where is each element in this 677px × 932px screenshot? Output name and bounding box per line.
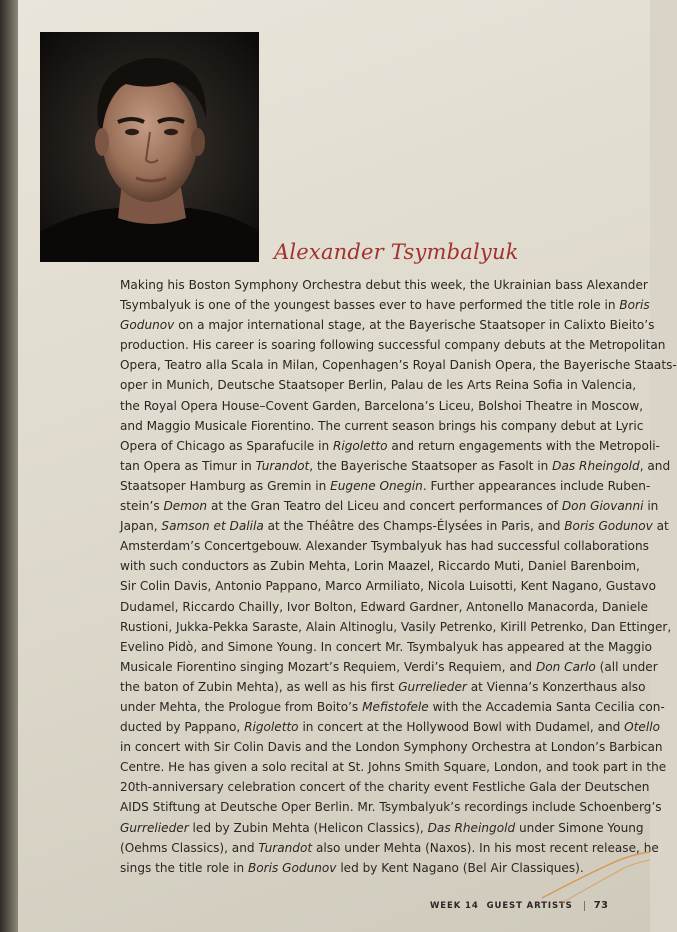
bio-text: Dudamel, Riccardo Chailly, Ivor Bolton, Edward Gardner, Antonello Manacorda, Daniele (120, 599, 648, 614)
bio-line (120, 576, 656, 596)
artist-biography (120, 275, 677, 878)
bio-italic-title: Rigoletto (244, 720, 299, 735)
bio-text: ducted by Pappano, (120, 720, 245, 735)
portrait-photo-icon (40, 32, 259, 262)
bio-text: Japan, (120, 519, 162, 534)
bio-italic-title: Otello (624, 720, 660, 735)
bio-text: AIDS Stiftung at Deutsche Oper Berlin. Mr. Tsymbalyuk’s recordings include Schoenberg’s (120, 800, 662, 815)
bio-line (120, 456, 671, 476)
footer-week: WEEK 14 (430, 901, 479, 911)
bio-line (120, 416, 644, 436)
bio-text: with the Accademia Santa Cecilia con- (428, 699, 665, 714)
bio-line (120, 335, 666, 355)
bio-italic-title: Eugene Onegin (330, 478, 423, 493)
bio-line (120, 777, 650, 797)
artist-name-heading: Alexander Tsymbalyuk (274, 240, 519, 264)
bio-text: at Vienna’s Konzerthaus also (466, 679, 646, 694)
bio-line (120, 757, 667, 777)
decorative-swoosh-icon (540, 838, 650, 908)
bio-italic-title: Don Carlo (535, 659, 596, 674)
program-page (18, 0, 677, 932)
bio-italic-title: Godunov (120, 318, 175, 333)
bio-line (120, 295, 650, 315)
bio-line (120, 617, 672, 637)
bio-line (120, 597, 648, 617)
bio-italic-title: Don Giovanni (561, 499, 644, 514)
bio-text: tan Opera as Timur in (120, 458, 256, 473)
bio-italic-title: Boris (619, 298, 650, 313)
bio-text: the Royal Opera House–Covent Garden, Barcelona’s Liceu, Bolshoi Theatre in Moscow, (120, 398, 644, 413)
bio-text: at the Gran Teatro del Liceu and concert performances of (207, 499, 562, 514)
bio-text: Staatsoper Hamburg as Gremin in (120, 478, 331, 493)
bio-text: (Oehms Classics), and (120, 840, 259, 855)
bio-italic-title: Gurrelieder (398, 679, 467, 694)
bio-line (120, 657, 658, 677)
bio-text: oper in Munich, Deutsche Staatsoper Berlin, Palau de les Arts Reina Sofia in Valencia, (120, 378, 637, 393)
bio-line (120, 737, 663, 757)
bio-text: and return engagements with the Metropoli- (387, 438, 660, 453)
bio-text: Rustioni, Jukka-Pekka Saraste, Alain Altinoglu, Vasily Petrenko, Kirill Petrenko, Dan Ettinger, (120, 619, 672, 634)
footer-section: GUEST ARTISTS (486, 901, 573, 911)
bio-text: at the Théâtre des Champs-Élysées in Paris, and (263, 519, 565, 534)
bio-text: in concert at the Hollywood Bowl with Dudamel, and (298, 720, 625, 735)
bio-line (120, 536, 649, 556)
bio-text: Opera, Teatro alla Scala in Milan, Copenhagen’s Royal Danish Opera, the Bayerische Staats- (120, 358, 677, 373)
bio-line (120, 717, 660, 737)
bio-line (120, 275, 648, 295)
bio-italic-title: Samson et Dalila (161, 519, 264, 534)
bio-text: led by Zubin Mehta (Helicon Classics), (188, 820, 428, 835)
bio-text: Tsymbalyuk is one of the youngest basses ever to have performed the title role in (120, 298, 620, 313)
artist-portrait-photo (40, 32, 259, 262)
bio-text: with such conductors as Zubin Mehta, Lorin Maazel, Riccardo Muti, Daniel Barenboim, (120, 559, 640, 574)
bio-line (120, 556, 640, 576)
bio-italic-title: Mefistofele (362, 699, 429, 714)
bio-text: the baton of Zubin Mehta), as well as his first (120, 679, 399, 694)
bio-text: led by Kent Nagano (Bel Air Classiques). (336, 860, 584, 875)
bio-text: stein’s (120, 499, 164, 514)
bio-line (120, 797, 662, 817)
bio-text: Sir Colin Davis, Antonio Pappano, Marco Armiliato, Nicola Luisotti, Kent Nagano, Gustavo (120, 579, 656, 594)
bio-text: in concert with Sir Colin Davis and the London Symphony Orchestra at London’s Barbican (120, 740, 663, 755)
bio-line (120, 677, 646, 697)
bio-italic-title: Rigoletto (332, 438, 388, 453)
bio-italic-title: Das Rheingold (427, 820, 516, 835)
bio-line (120, 436, 660, 456)
bio-text: sings the title role in (120, 860, 248, 875)
bio-line (120, 637, 652, 657)
bio-line (120, 355, 677, 375)
bio-italic-title: Demon (163, 499, 208, 514)
bio-italic-title: Boris Godunov (564, 519, 653, 534)
bio-text: . Further appearances include Ruben- (422, 478, 651, 493)
bio-text: Musicale Fiorentino singing Mozart’s Requiem, Verdi’s Requiem, and (120, 659, 536, 674)
bio-line (120, 516, 669, 536)
bio-text: Opera of Chicago as Sparafucile in (120, 438, 333, 453)
bio-line (120, 396, 644, 416)
bio-line (120, 697, 665, 717)
bio-italic-title: Boris Godunov (247, 860, 337, 875)
bio-text: production. His career is soaring following successful company debuts at the Metropolitan (120, 338, 666, 353)
bio-text: (all under (595, 659, 658, 674)
bio-italic-title: Turandot (258, 840, 313, 855)
bio-text: Evelino Pidò, and Simone Young. In concert Mr. Tsymbalyuk has appeared at the Maggio (120, 639, 652, 654)
bio-text: Making his Boston Symphony Orchestra debut this week, the Ukrainian bass Alexander (120, 278, 648, 292)
bio-italic-title: Turandot (255, 458, 310, 473)
bio-line (120, 375, 637, 395)
bio-line (120, 315, 655, 335)
bio-text: 20th-anniversary celebration concert of the charity event Festliche Gala der Deutschen (120, 780, 650, 795)
bio-text: under Mehta, the Prologue from Boito’s (120, 699, 363, 714)
bio-text: Amsterdam’s Concertgebouw. Alexander Tsymbalyuk has had successful collaborations (120, 539, 649, 554)
bio-text: on a major international stage, at the Bayerische Staatsoper in Calixto Bieito’s (174, 318, 655, 333)
bio-text: , the Bayerische Staatsoper as Fasolt in (309, 458, 553, 473)
bio-text: under Simone Young (515, 820, 644, 835)
bio-line (120, 476, 651, 496)
bio-text: also under Mehta (Naxos). In his most recent release, he (312, 840, 659, 855)
bio-text: at (652, 519, 669, 534)
bio-line (120, 818, 644, 838)
page-number: 73 (593, 900, 609, 911)
bio-text: Centre. He has given a solo recital at St. Johns Smith Square, London, and took part in the (120, 760, 667, 775)
bio-text: and Maggio Musicale Fiorentino. The current season brings his company debut at Lyric (120, 418, 644, 433)
bio-italic-title: Das Rheingold (552, 458, 640, 473)
bio-line (120, 496, 659, 516)
bio-text: in (643, 499, 659, 514)
bio-italic-title: Gurrelieder (120, 820, 189, 835)
bio-text: , and (639, 458, 671, 473)
